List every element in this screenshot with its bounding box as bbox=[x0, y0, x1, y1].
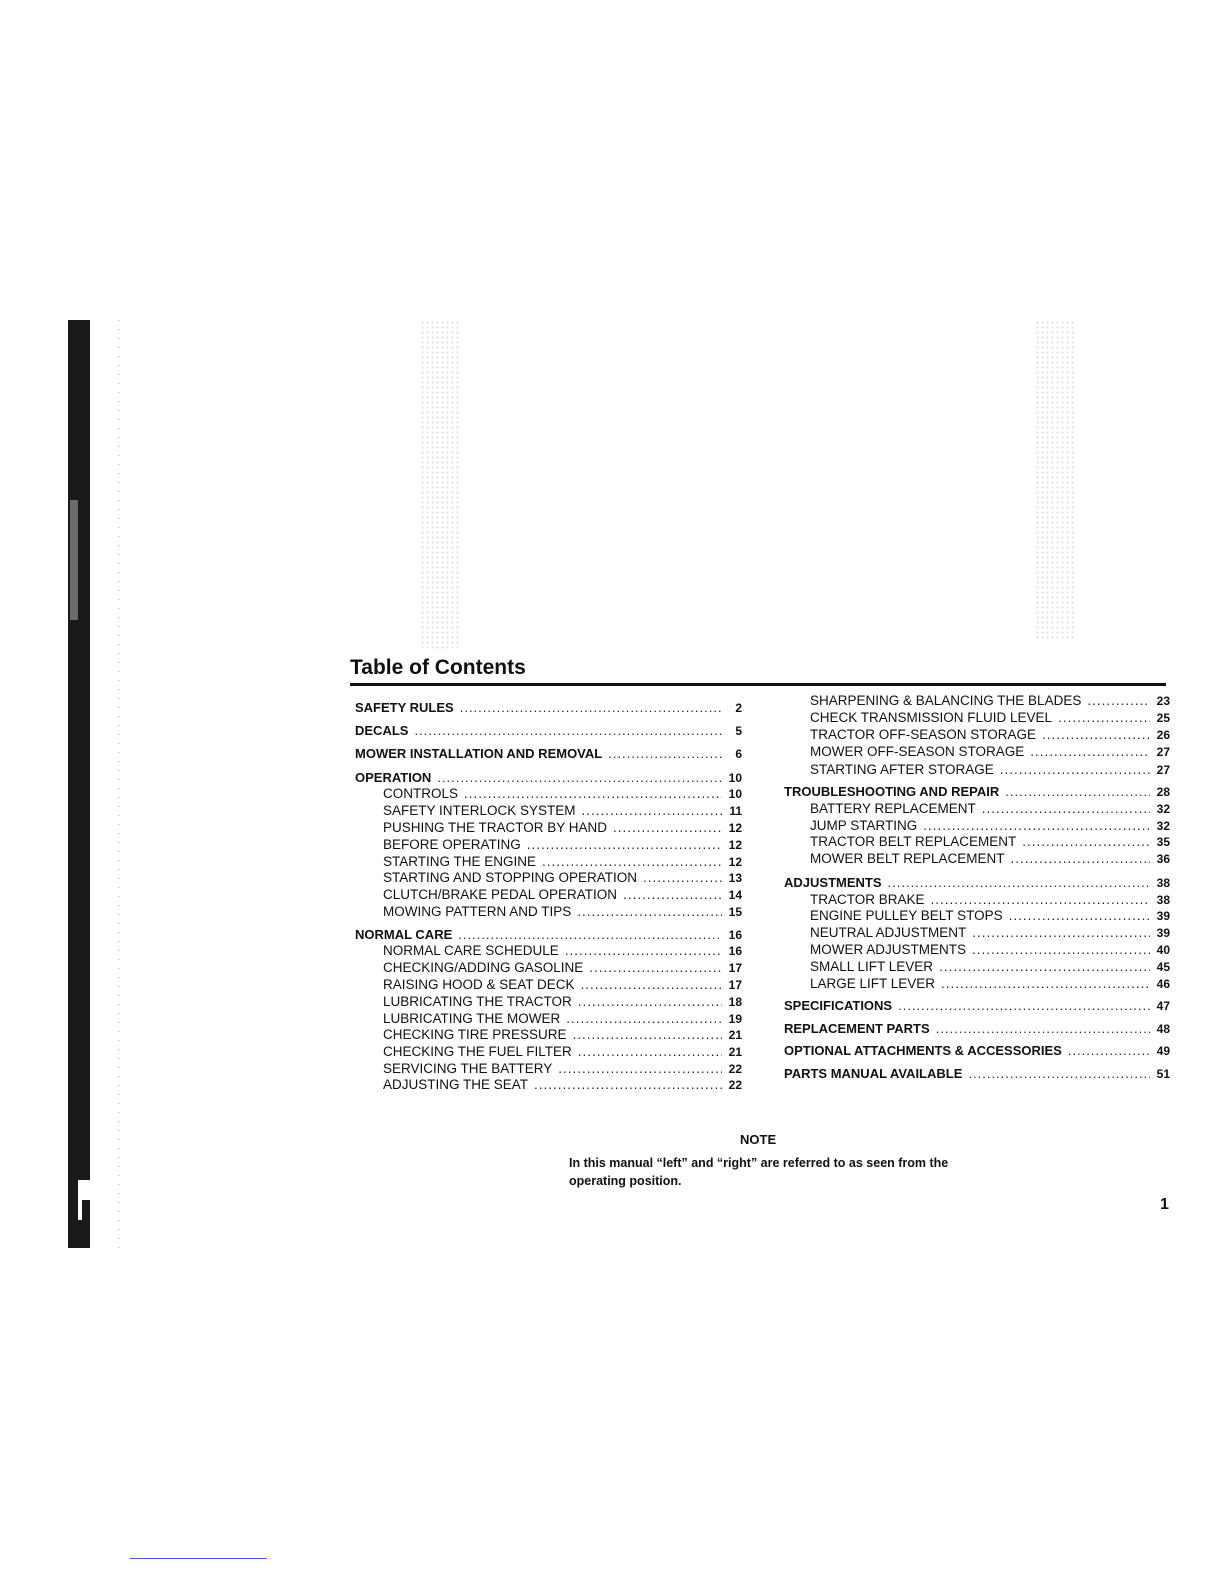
toc-entry-label: RAISING HOOD & SEAT DECK bbox=[383, 977, 575, 992]
toc-entry-page: 19 bbox=[728, 1012, 742, 1026]
toc-entry bbox=[355, 700, 742, 716]
toc-entry-page: 26 bbox=[1156, 728, 1170, 742]
toc-entry bbox=[810, 942, 1170, 958]
toc-leader-dots bbox=[577, 904, 722, 920]
toc-entry-page: 18 bbox=[728, 995, 742, 1009]
page-title: Table of Contents bbox=[350, 656, 526, 679]
footer-rule bbox=[130, 1558, 267, 1559]
toc-entry-label: BATTERY REPLACEMENT bbox=[810, 801, 976, 816]
toc-entry-label: STARTING AND STOPPING OPERATION bbox=[383, 870, 638, 885]
scan-binding-hook bbox=[82, 1200, 90, 1248]
toc-leader-dots bbox=[982, 801, 1150, 817]
toc-leader-dots bbox=[534, 1077, 722, 1093]
toc-entry-label: NEUTRAL ADJUSTMENT bbox=[810, 925, 967, 940]
toc-leader-dots bbox=[573, 1027, 722, 1043]
toc-entry-page: 25 bbox=[1156, 711, 1170, 725]
toc-leader-dots bbox=[460, 700, 722, 716]
toc-leader-dots bbox=[558, 1061, 722, 1077]
toc-leader-dots bbox=[1009, 908, 1150, 924]
toc-entry bbox=[383, 1061, 742, 1077]
toc-entry-page: 6 bbox=[735, 747, 742, 761]
toc-leader-dots bbox=[941, 976, 1150, 992]
toc-entry bbox=[383, 870, 742, 886]
toc-entry-label: BEFORE OPERATING bbox=[383, 837, 521, 852]
toc-entry-label: TRACTOR BRAKE bbox=[810, 892, 925, 907]
toc-entry bbox=[784, 875, 1170, 891]
note-title: NOTE bbox=[740, 1132, 777, 1147]
toc-leader-dots bbox=[939, 959, 1150, 975]
toc-entry-label: STARTING THE ENGINE bbox=[383, 854, 537, 869]
toc-entry-label: TRACTOR OFF-SEASON STORAGE bbox=[810, 727, 1037, 742]
toc-entry-page: 38 bbox=[1156, 893, 1170, 907]
toc-entry bbox=[383, 820, 742, 836]
toc-entry-label: OPERATION bbox=[355, 770, 432, 785]
toc-entry-label: LUBRICATING THE MOWER bbox=[383, 1011, 561, 1026]
toc-entry-page: 38 bbox=[1156, 876, 1170, 890]
toc-leader-dots bbox=[968, 1066, 1150, 1082]
toc-entry-label: REPLACEMENT PARTS bbox=[784, 1021, 930, 1036]
toc-entry-label: ADJUSTMENTS bbox=[784, 875, 882, 890]
toc-leader-dots bbox=[898, 998, 1150, 1014]
toc-leader-dots bbox=[1030, 744, 1150, 760]
toc-leader-dots bbox=[578, 1044, 722, 1060]
toc-entry bbox=[383, 1077, 742, 1093]
toc-entry-label: MOWER ADJUSTMENTS bbox=[810, 942, 967, 957]
toc-entry bbox=[383, 904, 742, 920]
toc-entry bbox=[810, 818, 1170, 834]
toc-entry bbox=[383, 1044, 742, 1060]
toc-leader-dots bbox=[972, 925, 1150, 941]
scan-speckle-left bbox=[420, 320, 460, 650]
toc-entry-page: 51 bbox=[1156, 1067, 1170, 1081]
note-text: In this manual “left” and “right” are referred to as seen from the operating position. bbox=[569, 1156, 949, 1188]
toc-entry-label: SMALL LIFT LEVER bbox=[810, 959, 934, 974]
toc-entry bbox=[383, 803, 742, 819]
toc-entry-page: 10 bbox=[728, 771, 742, 785]
toc-leader-dots bbox=[923, 818, 1150, 834]
toc-leader-dots bbox=[565, 943, 722, 959]
toc-entry bbox=[383, 977, 742, 993]
toc-entry-label: LUBRICATING THE TRACTOR bbox=[383, 994, 572, 1009]
toc-leader-dots bbox=[1022, 834, 1150, 850]
toc-leader-dots bbox=[888, 875, 1150, 891]
toc-leader-dots bbox=[608, 746, 722, 762]
toc-leader-dots bbox=[589, 960, 722, 976]
toc-entry-page: 2 bbox=[735, 701, 742, 715]
toc-entry-page: 36 bbox=[1156, 852, 1170, 866]
toc-entry-page: 14 bbox=[728, 888, 742, 902]
toc-entry-page: 35 bbox=[1156, 835, 1170, 849]
toc-entry-label: TROUBLESHOOTING AND REPAIR bbox=[784, 784, 1000, 799]
toc-entry bbox=[810, 925, 1170, 941]
toc-leader-dots bbox=[931, 892, 1150, 908]
toc-entry bbox=[810, 727, 1170, 743]
toc-entry-label: CONTROLS bbox=[383, 786, 459, 801]
toc-entry-label: SPECIFICATIONS bbox=[784, 998, 893, 1013]
toc-entry-page: 32 bbox=[1156, 802, 1170, 816]
toc-entry-page: 12 bbox=[728, 821, 742, 835]
toc-entry bbox=[383, 854, 742, 870]
toc-entry bbox=[355, 770, 742, 786]
toc-entry bbox=[383, 887, 742, 903]
toc-entry bbox=[810, 976, 1170, 992]
toc-entry-page: 21 bbox=[728, 1045, 742, 1059]
toc-leader-dots bbox=[936, 1021, 1150, 1037]
toc-entry-label: LARGE LIFT LEVER bbox=[810, 976, 936, 991]
toc-leader-dots bbox=[582, 803, 722, 819]
toc-leader-dots bbox=[542, 854, 722, 870]
toc-entry-label: CHECKING/ADDING GASOLINE bbox=[383, 960, 584, 975]
toc-entry-label: MOWER OFF-SEASON STORAGE bbox=[810, 744, 1025, 759]
toc-entry-label: CHECKING TIRE PRESSURE bbox=[383, 1027, 567, 1042]
toc-entry bbox=[810, 851, 1170, 867]
toc-entry bbox=[383, 994, 742, 1010]
toc-entry-label: STARTING AFTER STORAGE bbox=[810, 762, 994, 777]
toc-entry bbox=[355, 927, 742, 943]
toc-entry bbox=[784, 998, 1170, 1014]
toc-entry-page: 27 bbox=[1156, 745, 1170, 759]
page-number: 1 bbox=[1160, 1196, 1169, 1213]
toc-entry-page: 23 bbox=[1156, 694, 1170, 708]
toc-entry-page: 28 bbox=[1156, 785, 1170, 799]
toc-entry-label: SAFETY RULES bbox=[355, 700, 454, 715]
toc-entry-label: CLUTCH/BRAKE PEDAL OPERATION bbox=[383, 887, 618, 902]
toc-leader-dots bbox=[581, 977, 722, 993]
toc-entry-label: OPTIONAL ATTACHMENTS & ACCESSORIES bbox=[784, 1043, 1062, 1058]
toc-entry-label: TRACTOR BELT REPLACEMENT bbox=[810, 834, 1017, 849]
toc-entry bbox=[355, 746, 742, 762]
toc-entry bbox=[383, 837, 742, 853]
toc-entry-page: 17 bbox=[728, 978, 742, 992]
scan-binding-edge bbox=[68, 320, 90, 1248]
toc-leader-dots bbox=[1005, 784, 1150, 800]
toc-leader-dots bbox=[464, 786, 722, 802]
toc-entry-label: MOWER BELT REPLACEMENT bbox=[810, 851, 1005, 866]
toc-entry bbox=[810, 959, 1170, 975]
toc-leader-dots bbox=[643, 870, 722, 886]
toc-entry-page: 12 bbox=[728, 838, 742, 852]
toc-entry-page: 45 bbox=[1156, 960, 1170, 974]
toc-entry bbox=[784, 1043, 1170, 1059]
toc-entry-label: PUSHING THE TRACTOR BY HAND bbox=[383, 820, 608, 835]
toc-entry-label: ENGINE PULLEY BELT STOPS bbox=[810, 908, 1003, 923]
toc-leader-dots bbox=[566, 1011, 722, 1027]
toc-leader-dots bbox=[578, 994, 722, 1010]
toc-entry bbox=[810, 834, 1170, 850]
toc-entry-label: DECALS bbox=[355, 723, 409, 738]
toc-leader-dots bbox=[972, 942, 1150, 958]
toc-entry-page: 39 bbox=[1156, 926, 1170, 940]
toc-entry bbox=[355, 723, 742, 739]
toc-leader-dots bbox=[1000, 762, 1150, 778]
toc-leader-dots bbox=[414, 723, 722, 739]
toc-entry bbox=[810, 744, 1170, 760]
toc-entry-page: 21 bbox=[728, 1028, 742, 1042]
toc-entry-page: 13 bbox=[728, 871, 742, 885]
toc-entry-label: NORMAL CARE bbox=[355, 927, 453, 942]
toc-entry bbox=[810, 801, 1170, 817]
toc-entry-page: 15 bbox=[728, 905, 742, 919]
toc-entry-label: NORMAL CARE SCHEDULE bbox=[383, 943, 559, 958]
toc-entry-page: 11 bbox=[729, 804, 742, 818]
toc-leader-dots bbox=[1042, 727, 1150, 743]
scan-margin-dots bbox=[118, 320, 120, 1250]
toc-entry-page: 22 bbox=[728, 1062, 742, 1076]
toc-entry-label: MOWING PATTERN AND TIPS bbox=[383, 904, 572, 919]
toc-entry bbox=[784, 1066, 1170, 1082]
toc-entry bbox=[383, 786, 742, 802]
toc-entry bbox=[810, 762, 1170, 778]
toc-entry bbox=[810, 908, 1170, 924]
toc-entry-page: 12 bbox=[728, 855, 742, 869]
toc-entry-page: 40 bbox=[1156, 943, 1170, 957]
toc-entry-page: 48 bbox=[1156, 1022, 1170, 1036]
toc-leader-dots bbox=[613, 820, 722, 836]
toc-entry-page: 16 bbox=[728, 944, 742, 958]
toc-leader-dots bbox=[1068, 1043, 1150, 1059]
toc-leader-dots bbox=[623, 887, 722, 903]
toc-entry-page: 49 bbox=[1156, 1044, 1170, 1058]
toc-entry-page: 27 bbox=[1156, 763, 1170, 777]
toc-entry-page: 17 bbox=[728, 961, 742, 975]
toc-entry-label: SHARPENING & BALANCING THE BLADES bbox=[810, 693, 1082, 708]
toc-entry-label: SAFETY INTERLOCK SYSTEM bbox=[383, 803, 576, 818]
toc-entry bbox=[383, 960, 742, 976]
toc-entry-label: ADJUSTING THE SEAT bbox=[383, 1077, 529, 1092]
toc-leader-dots bbox=[1087, 693, 1150, 709]
scan-speckle-right bbox=[1035, 320, 1075, 640]
toc-entry bbox=[383, 1011, 742, 1027]
toc-entry bbox=[810, 710, 1170, 726]
toc-leader-dots bbox=[437, 770, 722, 786]
toc-entry bbox=[810, 693, 1170, 709]
toc-entry-label: PARTS MANUAL AVAILABLE bbox=[784, 1066, 963, 1081]
toc-entry bbox=[810, 892, 1170, 908]
toc-entry bbox=[383, 943, 742, 959]
title-rule bbox=[350, 683, 1166, 686]
toc-leader-dots bbox=[1058, 710, 1150, 726]
scan-binding-texture bbox=[70, 500, 78, 620]
toc-entry bbox=[383, 1027, 742, 1043]
toc-entry bbox=[784, 1021, 1170, 1037]
toc-entry-label: JUMP STARTING bbox=[810, 818, 918, 833]
toc-entry-page: 47 bbox=[1156, 999, 1170, 1013]
toc-entry-page: 10 bbox=[728, 787, 742, 801]
toc-entry-page: 22 bbox=[728, 1078, 742, 1092]
toc-leader-dots bbox=[1011, 851, 1150, 867]
toc-entry-page: 5 bbox=[735, 724, 742, 738]
toc-entry-page: 16 bbox=[728, 928, 742, 942]
toc-entry-label: MOWER INSTALLATION AND REMOVAL bbox=[355, 746, 603, 761]
toc-entry-label: CHECKING THE FUEL FILTER bbox=[383, 1044, 572, 1059]
toc-entry-label: SERVICING THE BATTERY bbox=[383, 1061, 553, 1076]
toc-leader-dots bbox=[527, 837, 722, 853]
toc-entry-page: 32 bbox=[1156, 819, 1170, 833]
toc-entry bbox=[784, 784, 1170, 800]
toc-leader-dots bbox=[458, 927, 722, 943]
toc-entry-label: CHECK TRANSMISSION FLUID LEVEL bbox=[810, 710, 1053, 725]
toc-entry-page: 39 bbox=[1156, 909, 1170, 923]
toc-entry-page: 46 bbox=[1156, 977, 1170, 991]
